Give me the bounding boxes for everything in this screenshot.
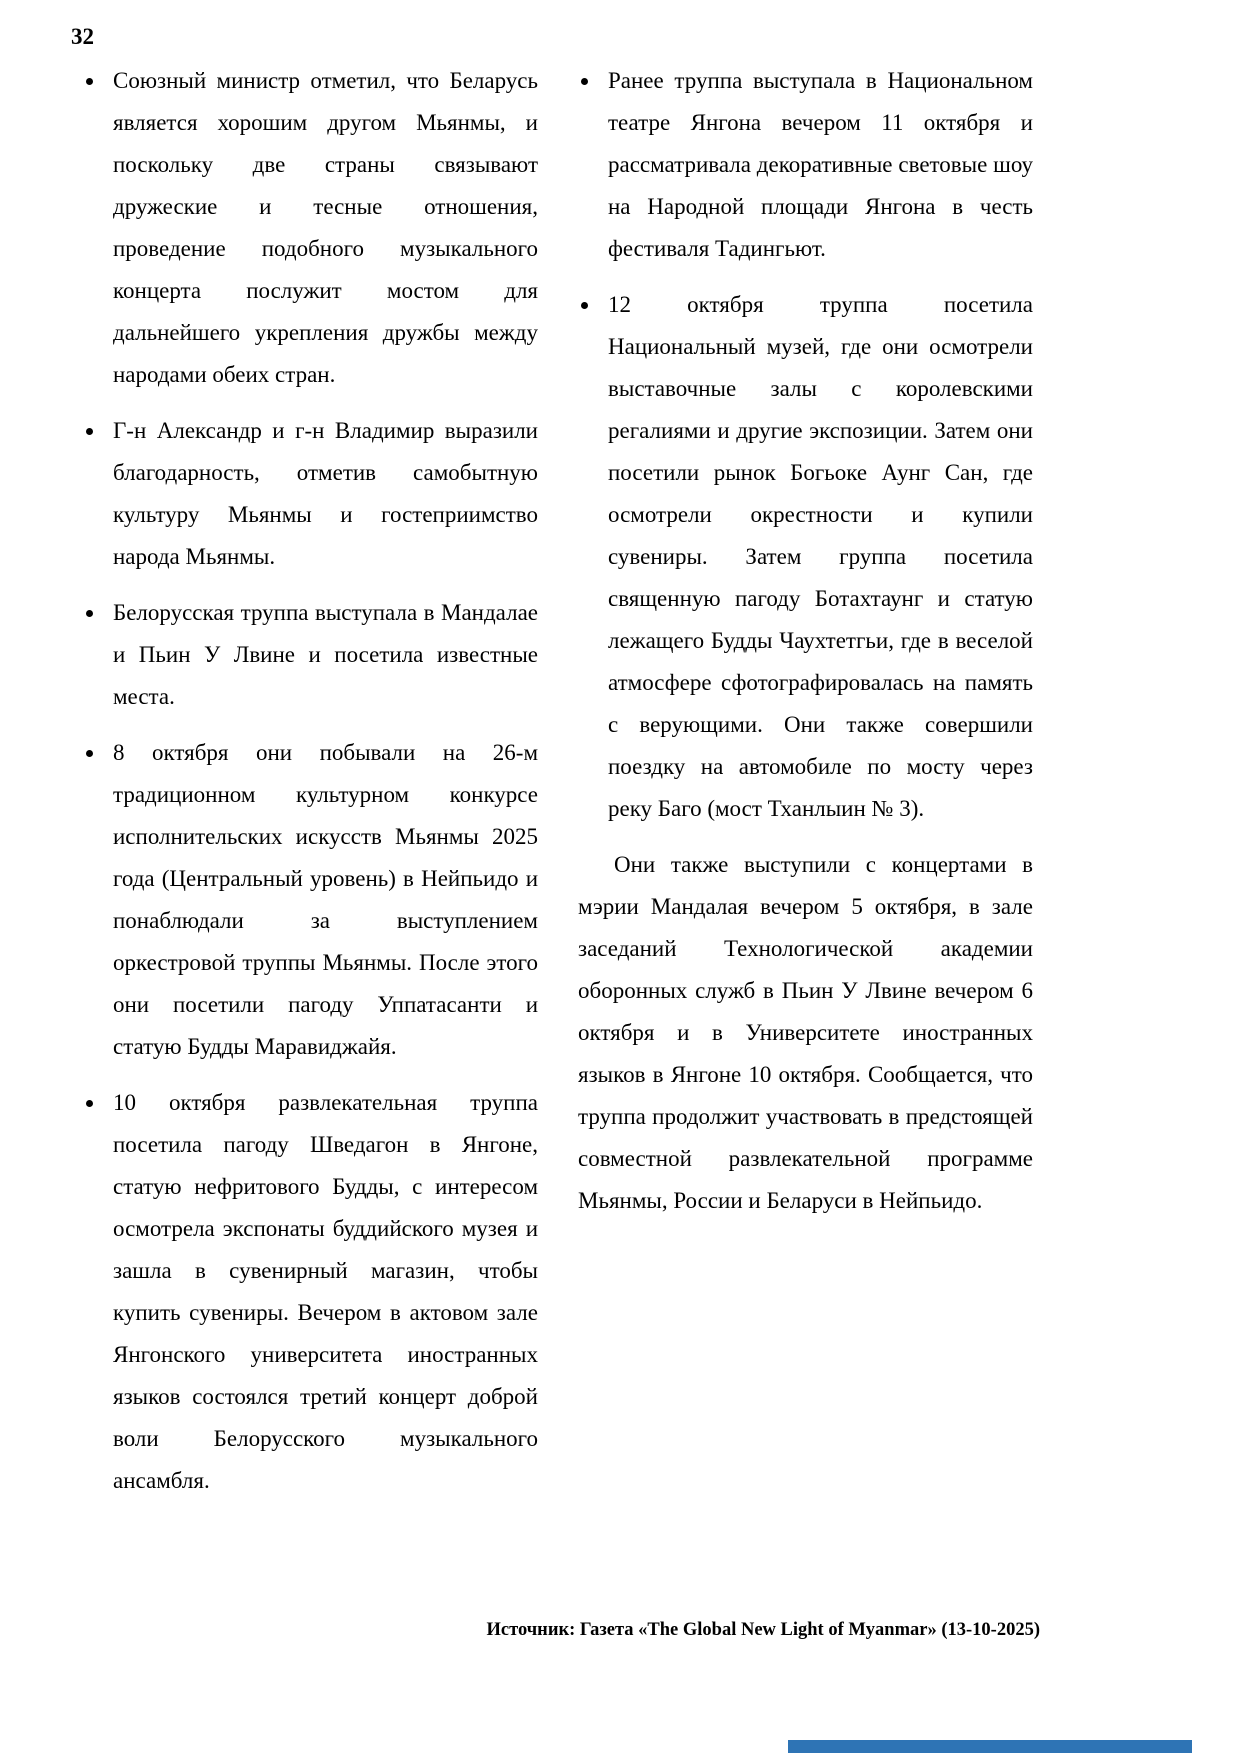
bullet-text: 8 октября они побывали на 26-м традиционном культурном конкурсе исполнительских искусств Мьянмы 2025 года (Центральный уровень) в Нейпьидо и понаблюдали за выступлением оркестровой труппы Мьянмы. После этого они посетили пагоду Уппатасанти и статую Будды Маравиджайя. bbox=[113, 740, 538, 1059]
bullet-item bbox=[578, 284, 1033, 830]
source-citation: Источник: Газета «The Global New Light of Myanmar» (13-10-2025) bbox=[486, 1620, 1040, 1640]
bullet-text: 12 октября труппа посетила Национальный музей, где они осмотрели выставочные залы с королевскими регалиями и другие экспозиции. Затем они посетили рынок Богьоке Аунг Сан, где осмотрели окрестности и купили сувениры. Затем группа посетила священную пагоду Ботахтаунг и статую лежащего Будды Чаухтетгьи, где в веселой атмосфере сфотографировалась на память с верующими. Они также совершили поездку на автомобиле по мосту через реку Баго (мост Тханлыин № 3). bbox=[608, 292, 1033, 821]
bullet-dot-icon bbox=[86, 78, 93, 85]
bullet-dot-icon bbox=[581, 302, 588, 309]
bullet-text: Г-н Александр и г-н Владимир выразили благодарность, отметив самобытную культуру Мьянмы и гостеприимство народа Мьянмы. bbox=[113, 418, 538, 569]
bullet-text: 10 октября развлекательная труппа посетила пагоду Шведагон в Янгоне, статую нефритового Будды, с интересом осмотрела экспонаты буддийского музея и зашла в сувенирный магазин, чтобы купить сувениры. Вечером в актовом зале Янгонского университета иностранных языков состоялся третий концерт доброй воли Белорусского музыкального ансамбля. bbox=[113, 1090, 538, 1493]
bullet-dot-icon bbox=[86, 1100, 93, 1107]
bullet-item bbox=[83, 410, 538, 578]
bullet-item bbox=[578, 60, 1033, 270]
bullet-text: Союзный министр отметил, что Беларусь является хорошим другом Мьянмы, и поскольку две страны связывают дружеские и тесные отношения, проведение подобного музыкального концерта послужит мостом для дальнейшего укрепления дружбы между народами обеих стран. bbox=[113, 68, 538, 387]
right-bullet-list bbox=[578, 60, 1033, 830]
closing-paragraph: Они также выступили с концертами в мэрии Мандалая вечером 5 октября, в зале заседаний Технологической академии оборонных служб в Пьин У Лвине вечером 6 октября и в Университете иностранных языков в Янгоне 10 октября. Сообщается, что труппа продолжит участвовать в предстоящей совместной развлекательной программе Мьянмы, России и Беларуси в Нейпьидо. bbox=[578, 852, 1033, 1213]
left-column bbox=[83, 60, 538, 1516]
bullet-item bbox=[83, 592, 538, 718]
right-column bbox=[578, 60, 1033, 1516]
bullet-dot-icon bbox=[581, 78, 588, 85]
left-bullet-list bbox=[83, 60, 538, 1502]
footer-bar bbox=[788, 1740, 1192, 1753]
bullet-text: Белорусская труппа выступала в Мандалае и Пьин У Лвине и посетила известные места. bbox=[113, 600, 538, 709]
bullet-item bbox=[83, 60, 538, 396]
two-column-layout bbox=[83, 60, 1033, 1516]
page-number: 32 bbox=[71, 24, 94, 49]
bullet-dot-icon bbox=[86, 750, 93, 757]
bullet-dot-icon bbox=[86, 610, 93, 617]
bullet-item bbox=[83, 1082, 538, 1502]
bullet-item bbox=[83, 732, 538, 1068]
bullet-text: Ранее труппа выступала в Национальном театре Янгона вечером 11 октября и рассматривала декоративные световые шоу на Народной площади Янгона в честь фестиваля Тадингьют. bbox=[608, 68, 1033, 261]
bullet-dot-icon bbox=[86, 428, 93, 435]
